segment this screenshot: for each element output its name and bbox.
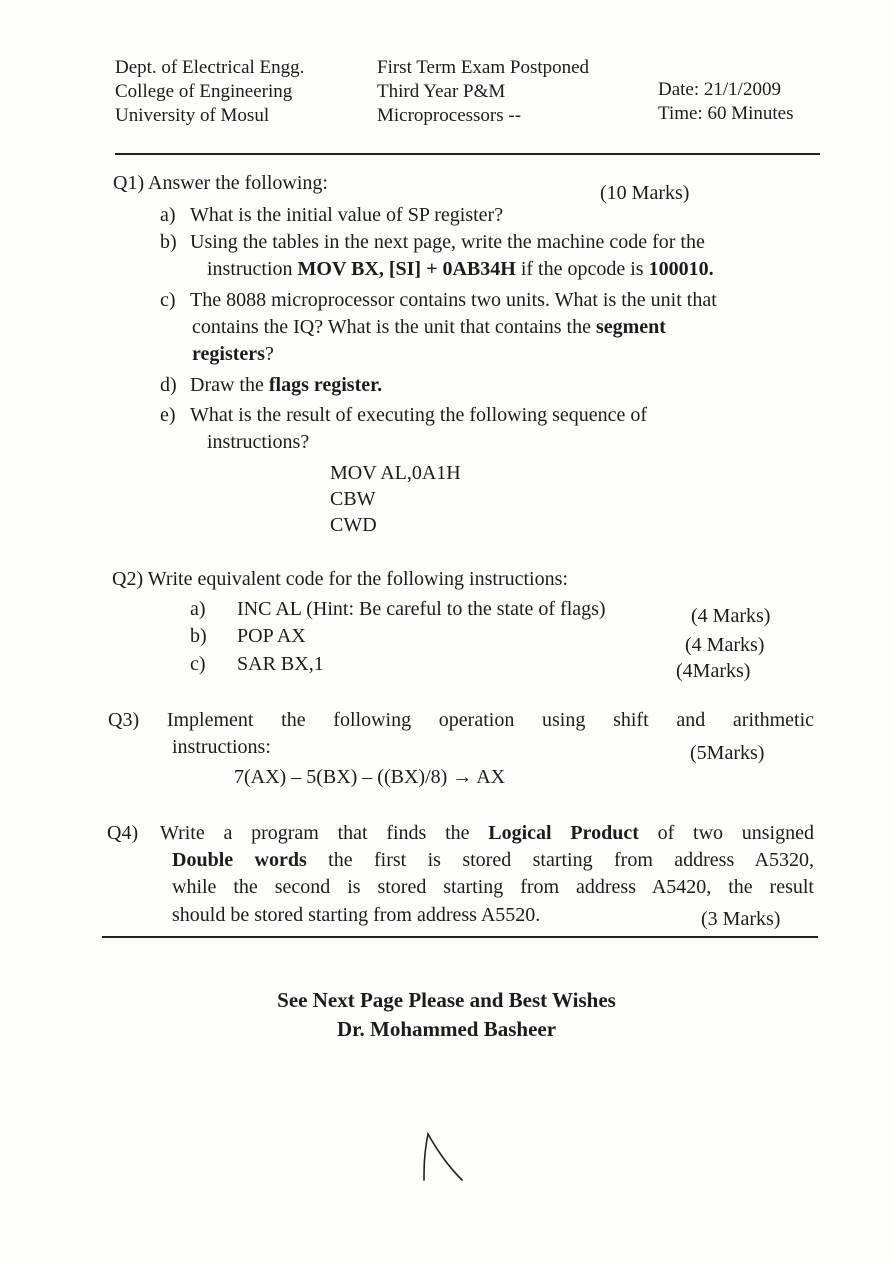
q1-b-line2-mid: if the opcode is (515, 258, 649, 280)
q1-item-e (160, 402, 647, 428)
header-college: College of Engineering (115, 81, 293, 102)
q1-b-line1: Using the tables in the next page, write the machine code for the (190, 231, 705, 253)
q1-c-label: c) (160, 289, 176, 311)
q2-title: Q2) Write equivalent code for the following instructions: (112, 568, 568, 590)
q1-c-segment: segment (595, 316, 666, 338)
header-date: Date: 21/1/2009 (658, 79, 781, 100)
q3-expression: 7(AX) – 5(BX) – ((BX)/8) → AX (234, 766, 506, 788)
q4-logical-product: Logical Product (488, 822, 639, 844)
q1-b-line2 (207, 256, 714, 282)
header-department: Dept. of Electrical Engg. (115, 57, 305, 78)
header-subject: Microprocessors -- (377, 105, 522, 126)
q3-line2: instructions: (172, 736, 271, 758)
header-department-block (115, 56, 304, 128)
q4-marks: (3 Marks) (701, 908, 781, 930)
pen-mark-icon (418, 1128, 468, 1188)
q1-e-line2: instructions? (207, 431, 310, 453)
q4-line4: should be stored starting from address A5520. (172, 904, 541, 926)
q1-c-line1: The 8088 microprocessor contains two units. What is the unit that (190, 289, 717, 311)
header-university: University of Mosul (115, 105, 270, 126)
header-exam-title: First Term Exam Postponed (377, 57, 590, 78)
q2-b-text: POP AX (237, 625, 306, 647)
q4-line3: while the second is stored starting from address A5420, the result (172, 876, 814, 898)
q2-b-marks: (4 Marks) (685, 634, 765, 656)
code-line-mov: MOV AL,0A1H (330, 462, 461, 484)
q1-a-text: What is the initial value of SP register? (190, 204, 504, 226)
q2-a-label: a) (190, 598, 206, 620)
q1-c-line3 (192, 341, 274, 367)
header-year: Third Year P&M (377, 81, 506, 102)
q1-c-line2-pre: contains the IQ? What is the unit that contains the (192, 316, 596, 338)
footer-wishes: See Next Page Please and Best Wishes (277, 988, 616, 1012)
q2-a-marks: (4 Marks) (691, 605, 771, 627)
q1-code-block (330, 460, 461, 538)
q4-line2-post: the first is stored starting from address A5320, (306, 849, 814, 871)
q4-line2 (172, 847, 814, 874)
q4-line1 (160, 820, 814, 847)
q1-c-line3-post: ? (264, 343, 274, 365)
q4-line1-post: of two unsigned (638, 822, 814, 844)
footer-author: Dr. Mohammed Basheer (336, 1017, 557, 1041)
q1-b-line2-pre: instruction (207, 258, 298, 280)
q2-b-label: b) (190, 625, 207, 647)
q1-e-label: e) (160, 404, 176, 426)
footer-divider (102, 936, 818, 938)
q1-marks: (10 Marks) (600, 182, 690, 204)
q2-c-text: SAR BX,1 (237, 653, 324, 675)
code-line-cwd: CWD (330, 514, 377, 536)
q2-c-label: c) (190, 653, 206, 675)
header-time: Time: 60 Minutes (658, 103, 794, 124)
q1-c-line2 (192, 314, 666, 340)
q1-e-line1: What is the result of executing the following sequence of (190, 404, 648, 426)
q2-item-c (190, 651, 324, 677)
q1-item-a (160, 202, 503, 228)
q2-item-a (190, 596, 606, 622)
q4-line1-pre: Write a program that finds the (160, 822, 489, 844)
q1-d-label: d) (160, 374, 177, 396)
header-divider (115, 153, 820, 155)
q1-b-label: b) (160, 231, 177, 253)
q4-double-words: Double words (172, 849, 307, 871)
q1-item-c (160, 287, 717, 313)
q2-item-b (190, 623, 306, 649)
code-line-cbw: CBW (330, 488, 376, 510)
q1-b-instruction: MOV BX, [SI] + 0AB34H (297, 258, 516, 280)
q2-a-text: INC AL (Hint: Be careful to the state of flags) (237, 598, 606, 620)
q1-a-label: a) (160, 204, 176, 226)
q1-b-opcode: 100010. (648, 258, 714, 280)
q3-title: Q3) Implement the following operation using shift and arithmetic (108, 709, 814, 731)
q1-item-b (160, 229, 705, 255)
q1-d-text: Draw the (190, 374, 269, 396)
header-date-block (658, 78, 794, 126)
header-exam-block (377, 56, 589, 128)
q1-title: Q1) Answer the following: (113, 172, 328, 194)
q1-c-registers: registers (192, 343, 265, 365)
q3-marks: (5Marks) (690, 742, 765, 764)
q2-c-marks: (4Marks) (676, 660, 751, 682)
q4-label: Q4) (107, 822, 139, 844)
q1-d-flags-register: flags register. (268, 374, 383, 396)
q1-item-d (160, 372, 382, 398)
